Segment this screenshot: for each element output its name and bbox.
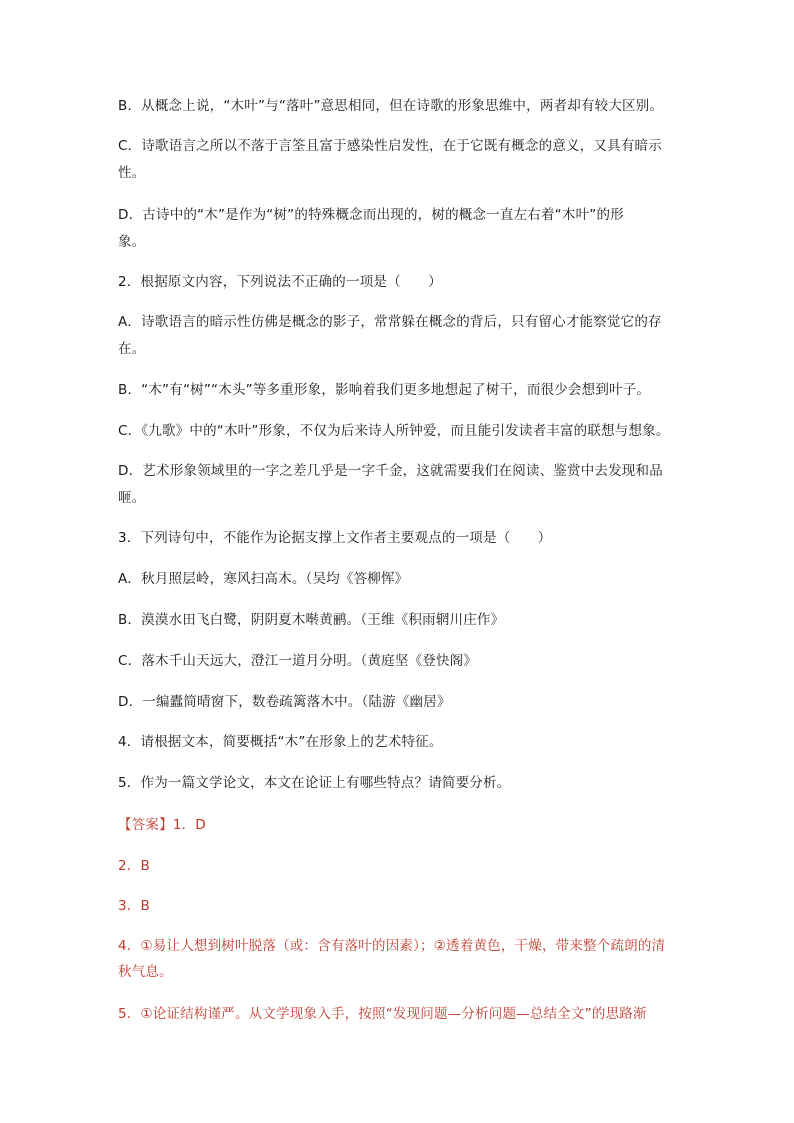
q1-option-b: B．从概念上说，“木叶”与“落叶”意思相同，但在诗歌的形象思维中，两者却有较大区别。: [118, 98, 664, 114]
q3-option-d: D．一编蠹简晴窗下，数卷疏篱落木中。（陆游《幽居》: [118, 694, 451, 710]
q3-option-b: B．漠漠水田飞白鹭，阴阴夏木啭黄鹂。（王维《积雨辋川庄作》: [118, 612, 505, 628]
answer-5-line1: 5．①论证结构谨严。从文学现象入手，按照“发现问题—分析问题—总结全文”的思路渐: [118, 1006, 647, 1022]
q1-option-d-line1: D．古诗中的“木”是作为“树”的特殊概念而出现的，树的概念一直左右着“木叶”的形: [118, 207, 624, 223]
q4-stem: 4．请根据文本，简要概括“木”在形象上的艺术特征。: [118, 734, 443, 750]
answer-4-line2: 秋气息。: [118, 964, 173, 980]
q2-option-b: B．“木”有“树”“木头”等多重形象，影响着我们更多地想起了树干，而很少会想到叶子。: [118, 382, 651, 398]
answer-2: 2．B: [118, 858, 150, 874]
q3-option-a: A．秋月照层岭，寒风扫高木。（吴均《答柳恽》: [118, 571, 409, 587]
q3-stem: 3．下列诗句中，不能作为论据支撑上文作者主要观点的一项是（ ）: [118, 530, 552, 546]
answer-label: 【答案】: [118, 817, 173, 833]
q1-option-c-line2: 性。: [118, 165, 146, 181]
q1-option-d-line2: 象。: [118, 234, 146, 250]
q2-option-c: C．《九歌》中的“木叶”形象，不仅为后来诗人所钟爱，而且能引发读者丰富的联想与想象。: [118, 423, 670, 439]
q2-option-a-line2: 在。: [118, 341, 146, 357]
q5-stem: 5．作为一篇文学论文，本文在论证上有哪些特点？请简要分析。: [118, 775, 511, 791]
q2-option-d-line2: 咂。: [118, 490, 146, 506]
q3-option-c: C．落木千山天远大，澄江一道月分明。（黄庭坚《登快阁》: [118, 653, 478, 669]
q2-option-a-line1: A．诗歌语言的暗示性仿佛是概念的影子，常常躲在概念的背后，只有留心才能察觉它的存: [118, 314, 662, 330]
answer-3: 3．B: [118, 898, 150, 914]
answer-4-line1: 4．①易让人想到树叶脱落（或：含有落叶的因素）；②透着黄色，干燥，带来整个疏朗的清: [118, 938, 666, 954]
q1-option-c-line1: C．诗歌语言之所以不落于言筌且富于感染性启发性，在于它既有概念的意义，又具有暗示: [118, 138, 662, 154]
q2-stem: 2．根据原文内容，下列说法不正确的一项是（ ）: [118, 274, 442, 290]
answer-line-1: [118, 815, 698, 835]
q2-option-d-line1: D．艺术形象领域里的一字之差几乎是一字千金，这就需要我们在阅读、鉴赏中去发现和品: [118, 463, 663, 479]
answer-1: 1．D: [172, 817, 206, 833]
